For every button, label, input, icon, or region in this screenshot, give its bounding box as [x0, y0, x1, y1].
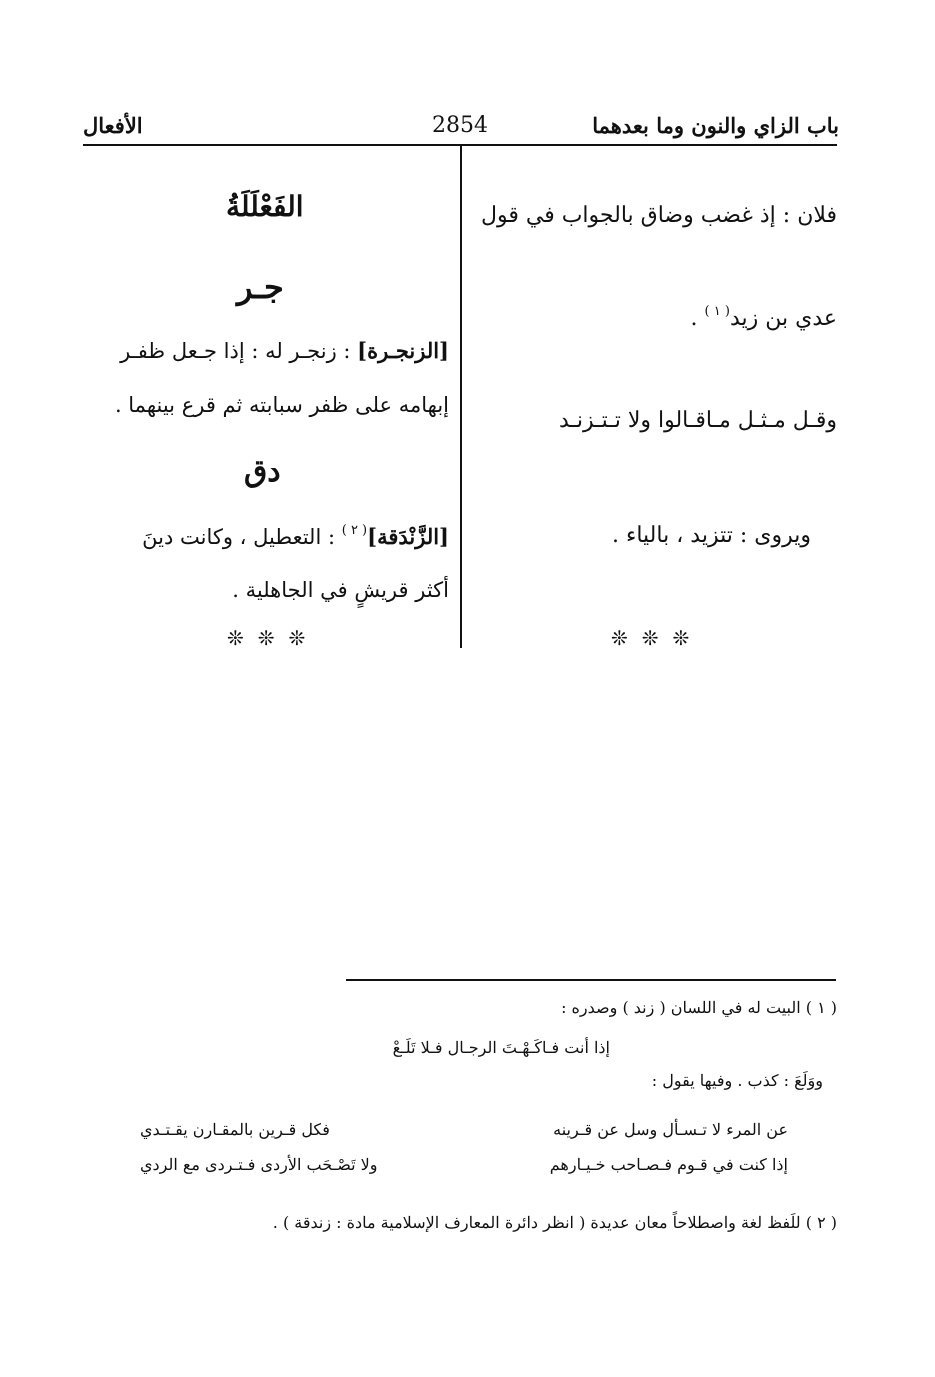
poem-verse: وقـل مـثـل مـاقـالوا ولا تـتـزنـد — [558, 408, 837, 433]
section-separator-right: ❊❊❊ — [611, 626, 704, 650]
footnote-verse-2-second-half: ولا تَصْـحَب الأردى فـتـردى مع الردي — [140, 1155, 378, 1174]
footnote-ref-1: ( ١ ) — [704, 304, 730, 319]
footnote-1-line-1: ( ١ ) البيت له في اللسان ( زند ) وصدره : — [561, 998, 837, 1017]
section-title: الأفعال — [83, 113, 143, 138]
entry-2-line-2: أكثر قريشٍ في الجاهلية . — [232, 578, 449, 602]
footnote-rule — [346, 979, 836, 981]
author-name: عدي بن زيد — [729, 306, 837, 331]
entry-1-line-2: إبهامه على ظفر سبابته ثم قرع بينهما . — [114, 393, 449, 417]
entry-1-line-1 — [120, 336, 449, 366]
page-number: 2854 — [432, 113, 488, 138]
footnote-1-hemistich: إذا أنت فـاكَـهْـتَ الرجـال فـلا تَلَـعْ — [392, 1038, 610, 1057]
footnote-verse-2-first-half: إذا كنت في قـوم فـصـاحب خـيـارهم — [549, 1155, 788, 1174]
chapter-title: باب الزاي والنون وما بعدهما — [592, 113, 839, 138]
entry-1-definition: : زنجـر له : إذا جـعل ظفـر — [120, 339, 358, 363]
pattern-title: الفَعْلَلَةُ — [226, 190, 304, 223]
footnote-1-line-3: ووَلَعَ : كذب . وفيها يقول : — [651, 1071, 823, 1090]
footnote-ref-2: ( ٢ ) — [341, 523, 368, 538]
variant-note: ويروى : تتزيد ، بالياء . — [612, 523, 811, 548]
entry-2-line-1 — [142, 522, 449, 552]
entry-1-term: [الزنجـرة] — [357, 338, 449, 363]
entry-2-term: [الزَّنْدَقة] — [367, 524, 449, 549]
right-col-line-1: فلان : إذ غضب وضاق بالجواب في قول — [481, 203, 837, 228]
footnote-verse-1-second-half: فكل قـرين بالمقـارن يقـتـدي — [140, 1120, 330, 1139]
root-heading-2: دق — [244, 454, 281, 489]
column-divider — [460, 146, 462, 648]
right-col-line-2 — [691, 303, 837, 335]
entry-2-definition: : التعطيل ، وكانت دينَ — [142, 525, 342, 549]
footnote-2: ( ٢ ) للَفظ لغة واصطلاحاً معان عديدة ( انظر دائرة المعارف الإسلامية مادة : زندقة ) . — [272, 1213, 837, 1232]
footnote-verse-1-first-half: عن المرء لا تـسـأل وسل عن قـرينه — [553, 1120, 788, 1139]
root-heading-1: جـر — [237, 268, 284, 306]
period: . — [690, 306, 698, 331]
section-separator-left: ❊❊❊ — [227, 626, 320, 650]
